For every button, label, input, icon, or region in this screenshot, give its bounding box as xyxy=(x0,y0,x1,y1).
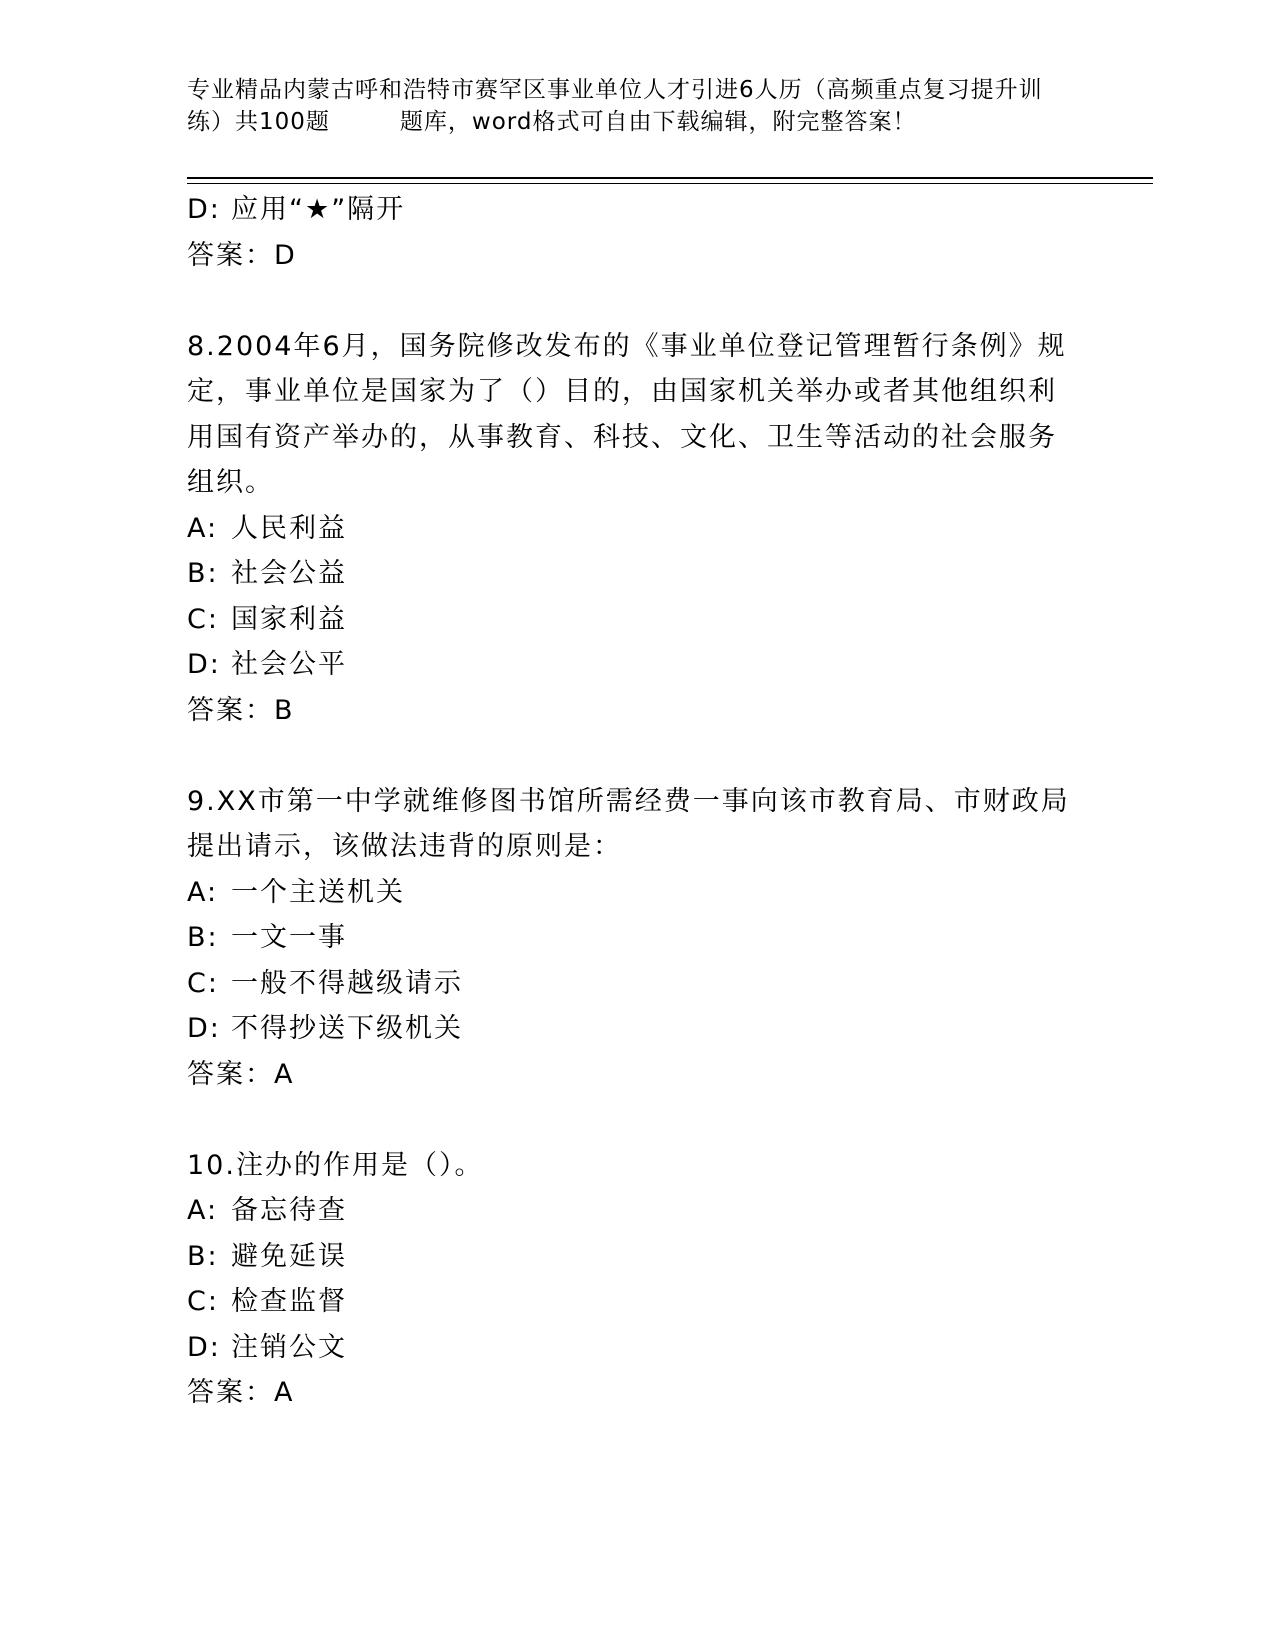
option-key: B: xyxy=(187,922,219,953)
option-key: B: xyxy=(187,1240,219,1272)
option-text: 不得抄送下级机关 xyxy=(231,1013,463,1044)
option-key: D: xyxy=(187,1013,221,1044)
spacer xyxy=(187,1097,1087,1143)
option-c xyxy=(187,597,1087,643)
option-key: D: xyxy=(187,194,221,225)
option-key: C: xyxy=(187,603,219,635)
question-stem xyxy=(187,1143,1087,1189)
stem-line: 用国有资产举办的，从事教育、科技、文化、卫生等活动的社会服务 xyxy=(187,421,1057,453)
question-10 xyxy=(187,1143,1087,1416)
option-text: 检查监督 xyxy=(231,1286,347,1317)
option-d xyxy=(187,187,1087,233)
option-b xyxy=(187,1234,1087,1280)
answer-line: 答案：B xyxy=(187,694,295,726)
option-d xyxy=(187,642,1087,688)
answer-line: 答案：A xyxy=(187,1377,295,1408)
stem-line: 10.注办的作用是（）。 xyxy=(187,1149,484,1181)
option-a xyxy=(187,870,1087,916)
option-text: 应用“★”隔开 xyxy=(231,194,406,225)
option-text: 注销公文 xyxy=(231,1331,347,1363)
question-9 xyxy=(187,779,1087,1098)
option-b xyxy=(187,551,1087,597)
option-text: 一个主送机关 xyxy=(231,876,405,908)
option-c xyxy=(187,1279,1087,1325)
option-key: A: xyxy=(187,876,219,908)
option-c xyxy=(187,961,1087,1007)
option-text: 社会公平 xyxy=(231,649,347,680)
option-a xyxy=(187,1188,1087,1234)
stem-line: 提出请示，该做法违背的原则是： xyxy=(187,831,622,862)
option-key: B: xyxy=(187,558,219,589)
option-text: 备忘待查 xyxy=(231,1195,347,1226)
option-text: 国家利益 xyxy=(231,603,347,635)
header-line-2 xyxy=(187,106,1087,138)
spacer xyxy=(187,733,1087,779)
answer-line: 答案：A xyxy=(187,1058,295,1090)
option-text: 避免延误 xyxy=(231,1240,347,1272)
question-8 xyxy=(187,324,1087,734)
header-divider-thick xyxy=(187,177,1153,179)
option-a xyxy=(187,506,1087,552)
option-key: A: xyxy=(187,512,219,544)
question-stem xyxy=(187,324,1087,506)
stem-line: 8.2004年6月，国务院修改发布的《事业单位登记管理暂行条例》规 xyxy=(187,330,1067,362)
answer-line: 答案：D xyxy=(187,239,297,271)
option-text: 社会公益 xyxy=(231,558,347,589)
option-text: 人民利益 xyxy=(231,512,347,544)
question-content xyxy=(187,187,1087,1416)
option-key: A: xyxy=(187,1195,219,1226)
header-line-2-part-2: 题库，word格式可自由下载编辑，附完整答案！ xyxy=(399,109,917,135)
spacer xyxy=(187,278,1087,324)
stem-line: 9.XX市第一中学就维修图书馆所需经费一事向该市教育局、市财政局 xyxy=(187,785,1070,817)
option-text: 一般不得越级请示 xyxy=(231,967,463,999)
option-key: C: xyxy=(187,967,219,999)
header-line-1: 专业精品内蒙古呼和浩特市赛罕区事业单位人才引进6人历（高频重点复习提升训 xyxy=(187,77,1043,103)
option-d xyxy=(187,1006,1087,1052)
page-header xyxy=(187,74,1087,138)
header-divider-thin xyxy=(187,183,1153,184)
stem-line: 组织。 xyxy=(187,467,274,498)
header-line-2-part-1: 练）共100题 xyxy=(187,109,330,135)
option-key: C: xyxy=(187,1286,219,1317)
option-text: 一文一事 xyxy=(231,922,347,953)
option-d xyxy=(187,1325,1087,1371)
option-key: D: xyxy=(187,1331,221,1363)
stem-line: 定，事业单位是国家为了（）目的，由国家机关举办或者其他组织利 xyxy=(187,376,1057,407)
option-b xyxy=(187,915,1087,961)
option-key: D: xyxy=(187,649,221,680)
question-stem xyxy=(187,779,1087,870)
